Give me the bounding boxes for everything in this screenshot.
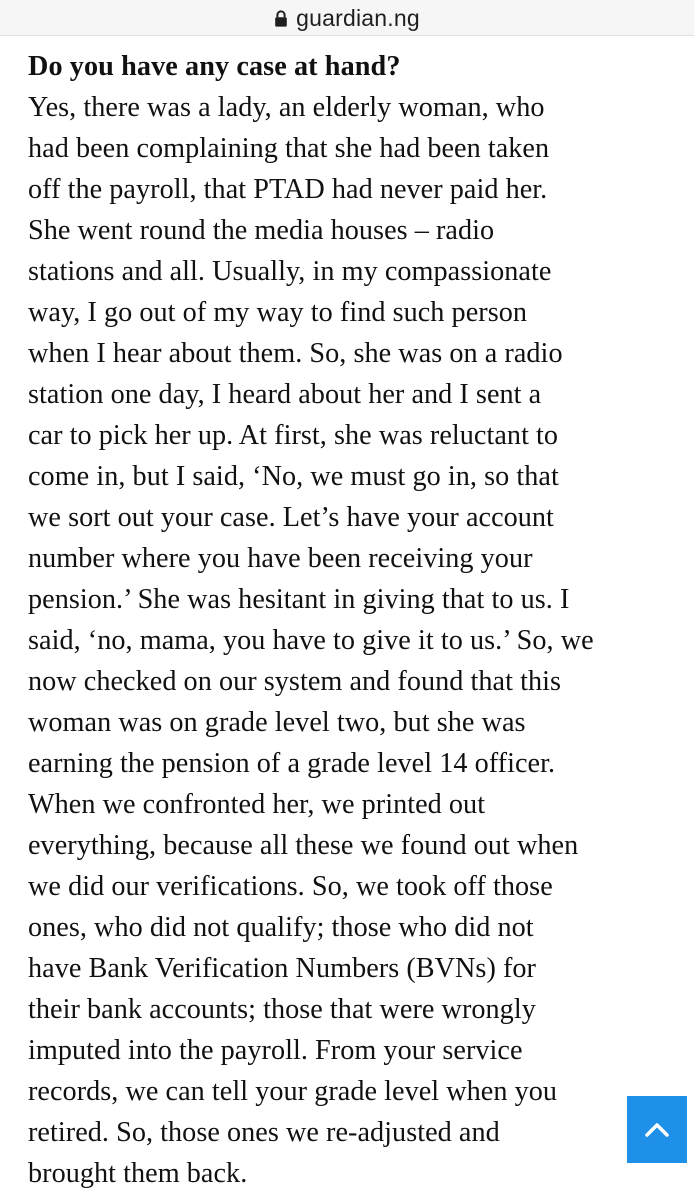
lock-icon — [274, 10, 288, 28]
answer-line: had been complaining that she had been taken — [28, 133, 550, 164]
answer-line: now checked on our system and found that this — [28, 666, 562, 697]
answer-line: their bank accounts; those that were wrongly — [28, 994, 536, 1025]
interview-answer — [28, 87, 668, 1194]
answer-line: When we confronted her, we printed out — [28, 789, 486, 820]
article-body — [28, 46, 668, 1194]
answer-line: we did our verifications. So, we took off those — [28, 871, 553, 902]
answer-line: imputed into the payroll. From your service — [28, 1035, 523, 1066]
answer-line: way, I go out of my way to find such person — [28, 297, 527, 328]
answer-line: have Bank Verification Numbers (BVNs) for — [28, 953, 536, 984]
answer-line: woman was on grade level two, but she was — [28, 707, 526, 738]
url-text: guardian.ng — [296, 4, 420, 31]
answer-line: we sort out your case. Let’s have your account — [28, 502, 554, 533]
answer-line: She went round the media houses – radio — [28, 215, 495, 246]
answer-line: Yes, there was a lady, an elderly woman, who — [28, 92, 545, 123]
answer-line: car to pick her up. At first, she was reluctant to — [28, 420, 559, 451]
address-bar[interactable] — [0, 0, 694, 36]
interview-question: Do you have any case at hand? — [28, 51, 401, 82]
answer-line: station one day, I heard about her and I sent a — [28, 379, 542, 410]
answer-line: number where you have been receiving your — [28, 543, 533, 574]
answer-line: stations and all. Usually, in my compassionate — [28, 256, 552, 287]
answer-line: records, we can tell your grade level when you — [28, 1076, 558, 1107]
answer-line: come in, but I said, ‘No, we must go in, so that — [28, 461, 559, 492]
answer-line: when I hear about them. So, she was on a radio — [28, 338, 563, 369]
scroll-to-top-button[interactable] — [627, 1096, 687, 1163]
answer-line: off the payroll, that PTAD had never paid her. — [28, 174, 548, 205]
answer-line: pension.’ She was hesitant in giving that to us. I — [28, 584, 570, 615]
answer-line: earning the pension of a grade level 14 officer. — [28, 748, 556, 779]
answer-line: ones, who did not qualify; those who did not — [28, 912, 534, 943]
chevron-up-icon — [644, 1122, 670, 1138]
answer-line: everything, because all these we found out when — [28, 830, 579, 861]
answer-line: said, ‘no, mama, you have to give it to us.’ So, we — [28, 625, 594, 656]
address-content — [274, 0, 420, 36]
answer-line: retired. So, those ones we re-adjusted and — [28, 1117, 500, 1148]
answer-line: brought them back. — [28, 1158, 248, 1189]
